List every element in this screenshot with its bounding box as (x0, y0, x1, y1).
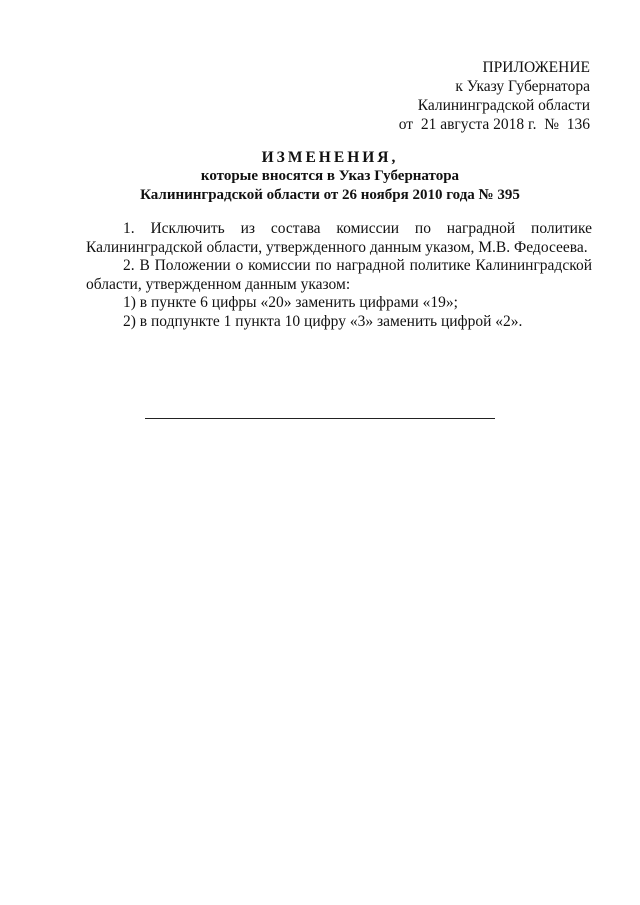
heading-decree: Калининградской области от 26 ноября 2010 года № 395 (140, 187, 520, 203)
subitem-1: 1) в пункте 6 цифры «20» заменить цифрами «19»; (123, 294, 458, 311)
appendix-label: ПРИЛОЖЕНИЕ (482, 59, 590, 76)
subitem-2: 2) в подпункте 1 пункта 10 цифру «3» заменить цифрой «2». (123, 312, 523, 330)
item-1: 1. Исключить из состава комиссии по наградной политике Калининградской области, утвержденного данным указом, М.В. Федосеева. (86, 220, 592, 256)
appendix-decree-ref: к Указу Губернатора (455, 78, 590, 95)
appendix-date-line (399, 115, 590, 134)
heading-title: ИЗМЕНЕНИЯ, (261, 149, 399, 166)
document-body (86, 220, 592, 331)
heading-subtitle: которые вносятся в Указ Губернатора (200, 168, 460, 184)
appendix-region: Калининградской области (417, 97, 590, 114)
item-2: 2. В Положении о комиссии по наградной политике Калининградской области, утвержденном данным указом: (86, 257, 592, 293)
date-value: 21 августа 2018 г. (420, 116, 537, 133)
appendix-block (399, 58, 590, 134)
closing-rule (145, 418, 495, 419)
number-value: 136 (566, 116, 590, 133)
document-heading (60, 148, 600, 205)
date-prefix: от (398, 116, 414, 133)
number-prefix: № (544, 116, 559, 133)
